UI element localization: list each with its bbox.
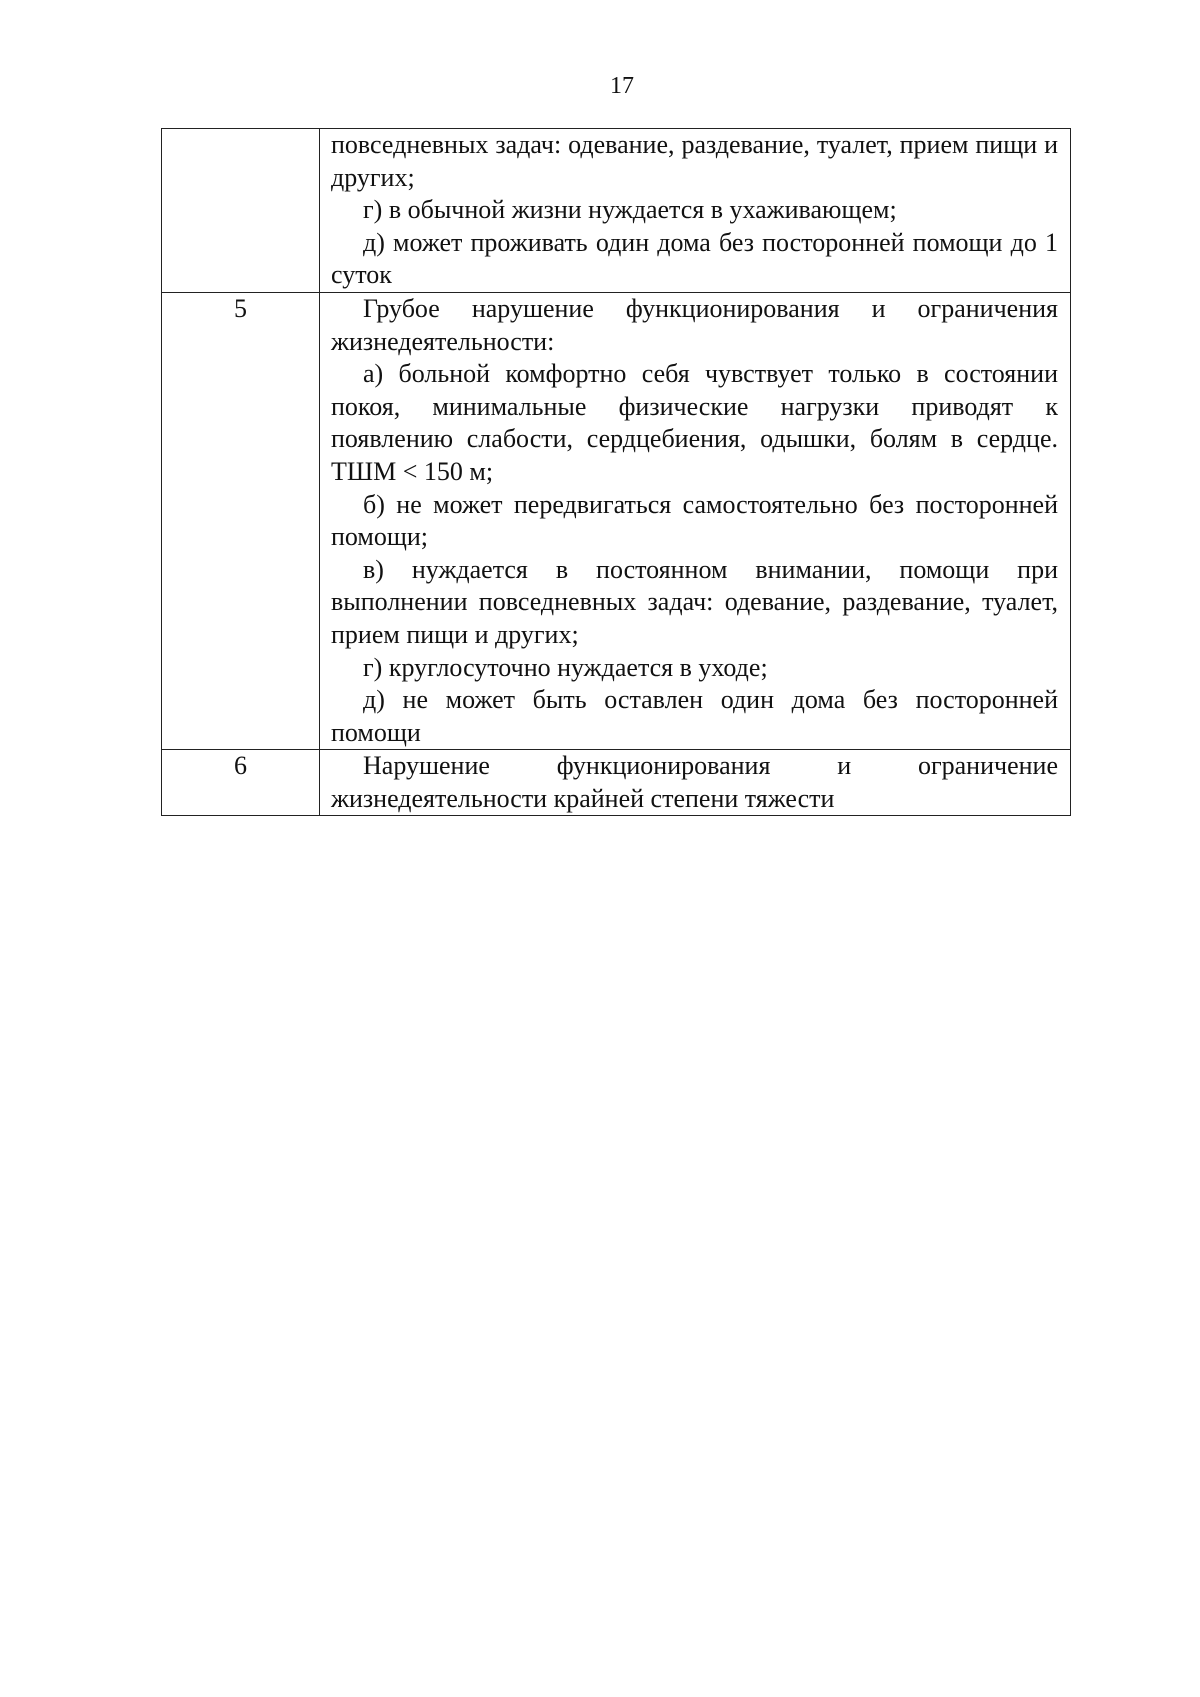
row-number-cell: 6 xyxy=(162,750,320,816)
description-paragraph: д) не может быть оставлен один дома без посторонней помощи xyxy=(331,685,1058,747)
page-number: 17 xyxy=(610,73,634,99)
table-row xyxy=(162,129,1071,293)
row-number-cell: 5 xyxy=(162,292,320,749)
table-row xyxy=(162,292,1071,749)
description-paragraph: г) круглосуточно нуждается в уходе; xyxy=(363,652,768,682)
description-paragraph: Грубое нарушение функционирования и ограничения жизнедеятельности: xyxy=(331,293,1058,356)
description-paragraph: г) в обычной жизни нуждается в ухаживающем; xyxy=(363,195,897,225)
description-paragraph: а) больной комфортно себя чувствует только в состоянии покоя, минимальные физические нагрузки приводят к появлению слабости, сердцебиения, одышки, болям в сердце. ТШМ < 150 м; xyxy=(331,359,1058,486)
row-number-cell xyxy=(162,129,320,293)
row-description-cell xyxy=(320,292,1071,749)
description-paragraph: д) может проживать один дома без посторонней помощи до 1 суток xyxy=(331,227,1058,290)
description-paragraph: в) нуждается в постоянном внимании, помощи при выполнении повседневных задач: одевание, раздевание, туалет, прием пищи и других; xyxy=(331,554,1058,649)
table-row xyxy=(162,750,1071,816)
row-description-cell xyxy=(320,129,1071,293)
description-paragraph: б) не может передвигаться самостоятельно без посторонней помощи; xyxy=(331,489,1058,552)
description-paragraph: повседневных задач: одевание, раздевание, туалет, прием пищи и других; xyxy=(331,130,1058,192)
description-paragraph: Нарушение функционирования и ограничение жизнедеятельности крайней степени тяжести xyxy=(331,751,1058,813)
row-description-cell xyxy=(320,750,1071,816)
classification-table xyxy=(161,128,1071,816)
